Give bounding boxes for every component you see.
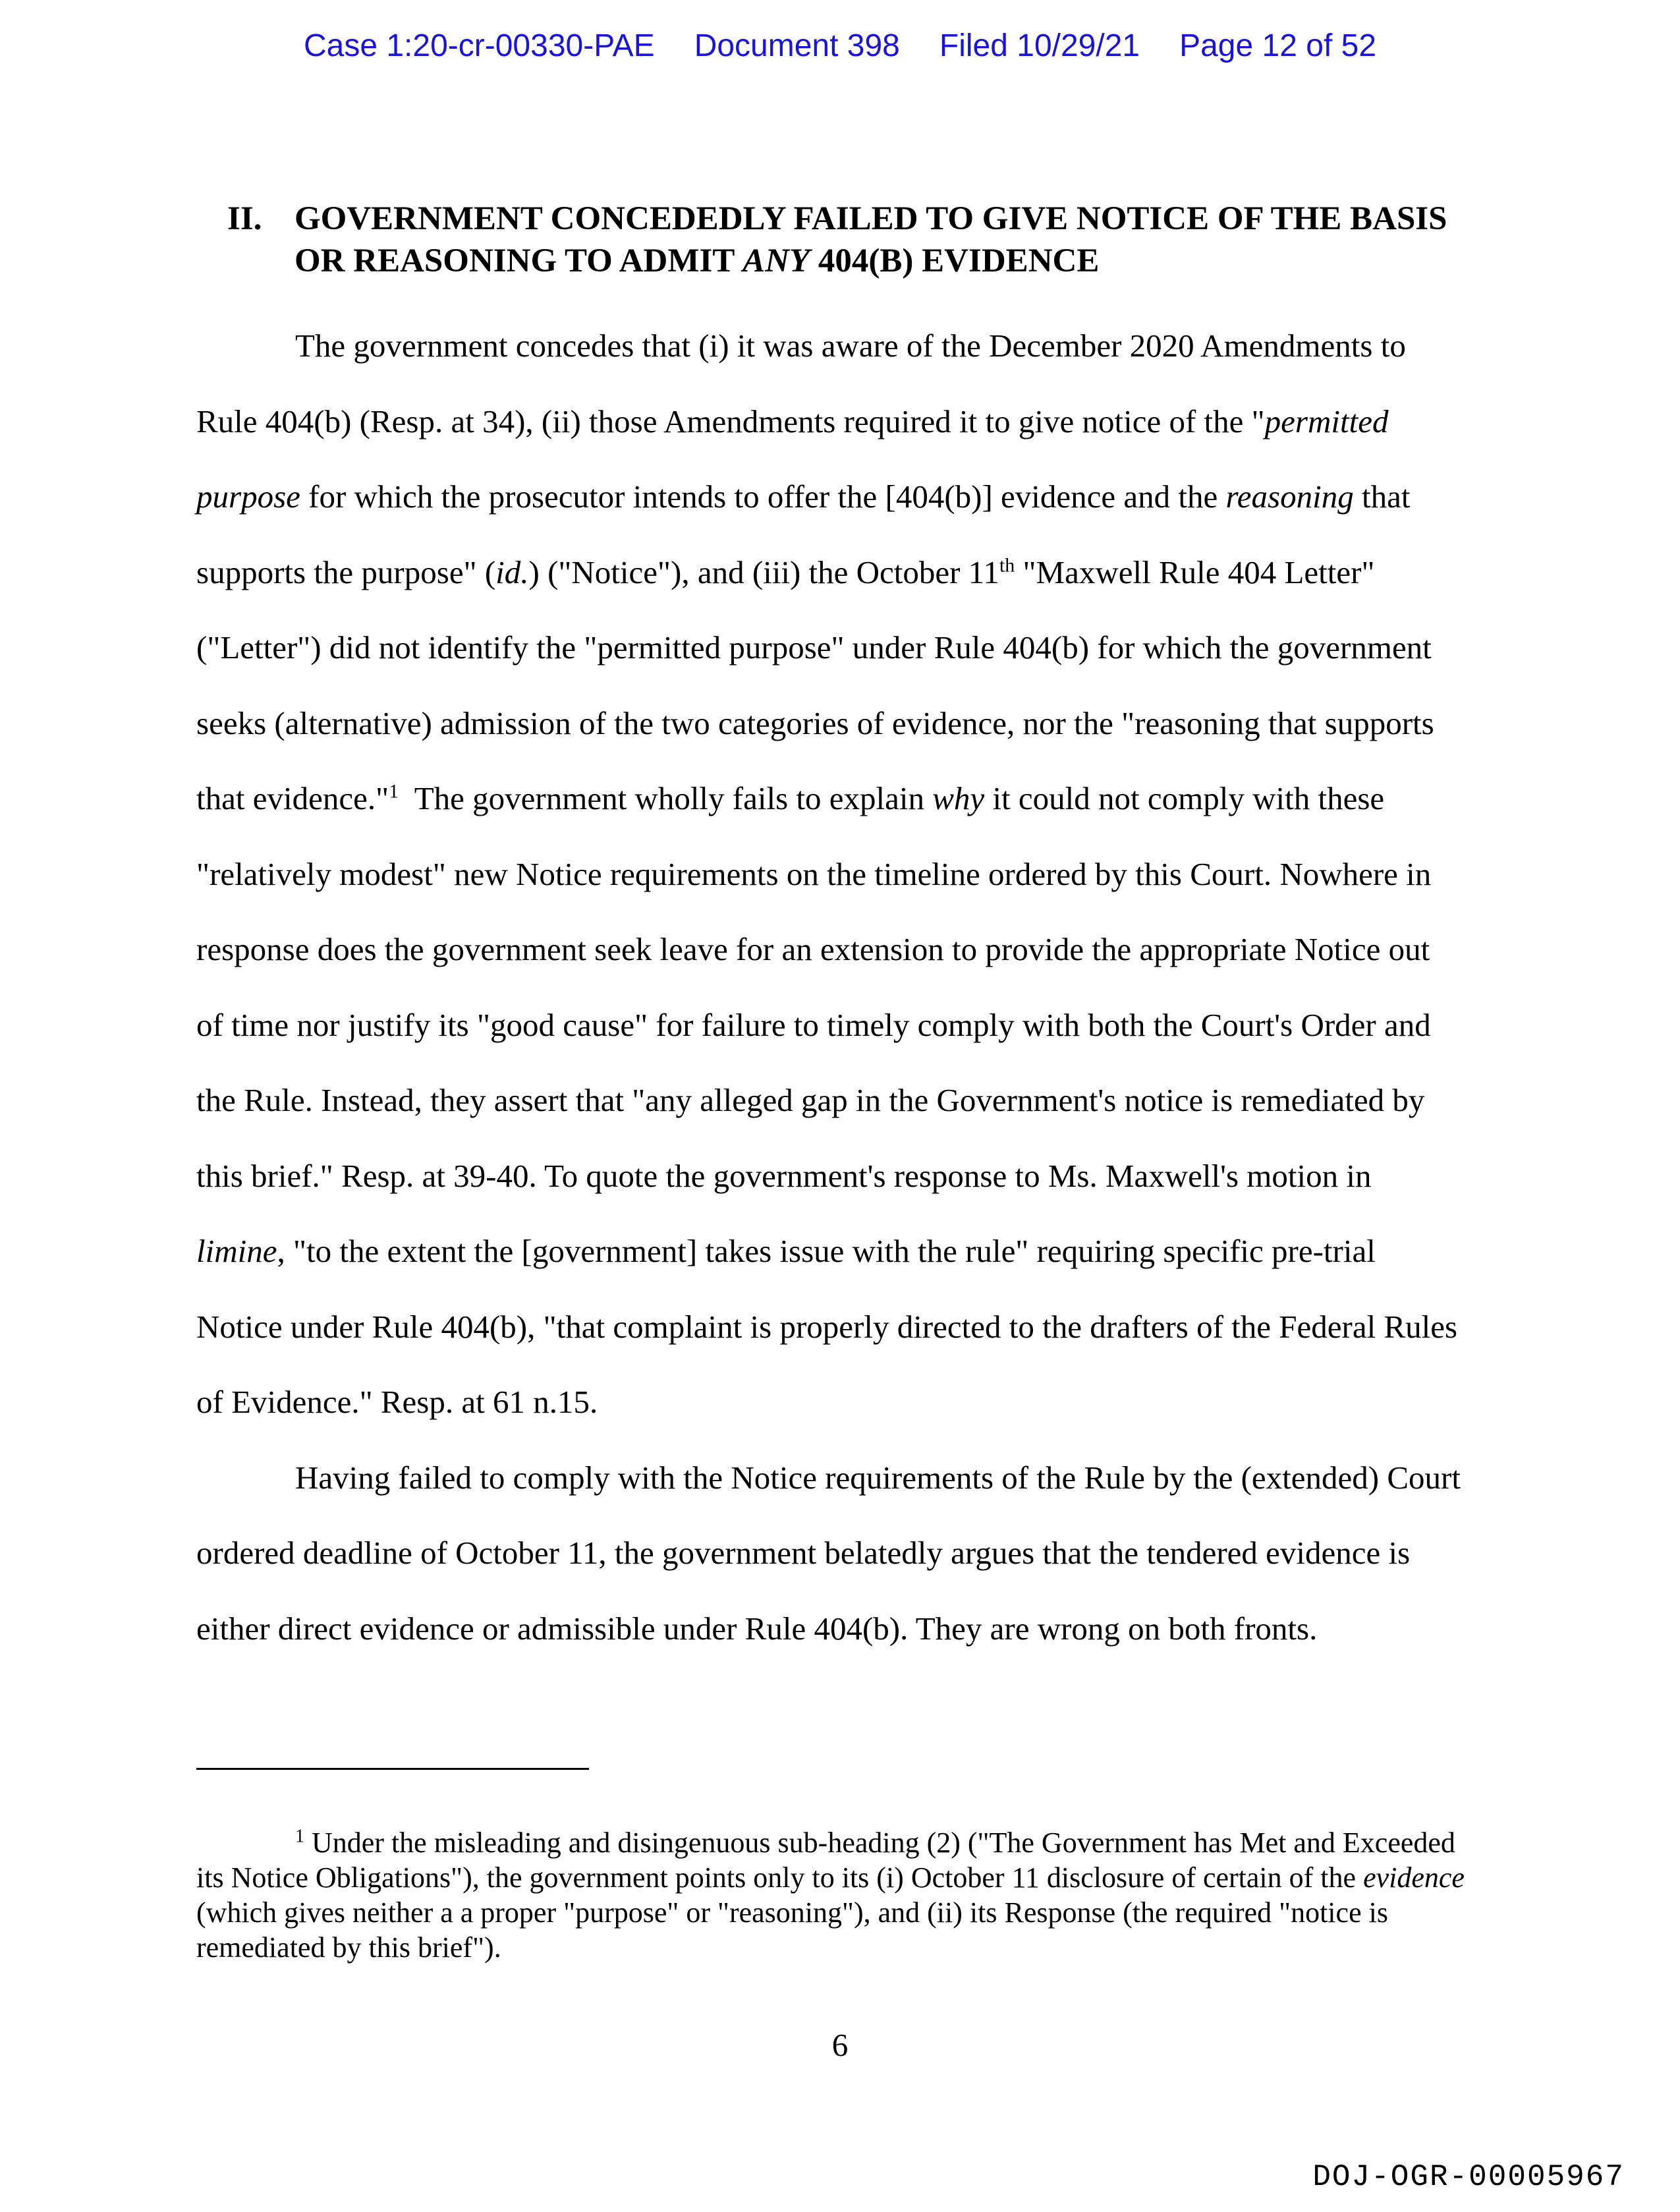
paragraph-2: Having failed to comply with the Notice requirements of the Rule by the (extended) Court ordered deadline of October 11, the government belatedly argues that the tendered evidence is either direct evidence or admissible under Rule 404(b). They are wrong on both fronts. — [196, 1459, 1461, 1647]
section-title-part: GOVERNMENT CONCEDEDLY FAILED TO GIVE NOTICE OF THE BASIS OR REASONING TO ADMIT — [294, 200, 1447, 279]
page-indicator: Page 12 of 52 — [1179, 28, 1377, 63]
italic-run: why — [932, 780, 985, 816]
footnote-separator — [196, 1768, 589, 1770]
text-run: for which the prosecutor intends to offer the [404(b)] evidence and the — [300, 478, 1226, 515]
text-run: ) ("Notice"), and (iii) the October 11 — [528, 553, 999, 590]
filed-date: Filed 10/29/21 — [939, 28, 1140, 63]
ordinal-suffix: th — [999, 554, 1015, 577]
footnote-reference[interactable]: 1 — [389, 780, 399, 803]
footnote-1 — [196, 1825, 1465, 1965]
text-run: The government wholly fails to explain — [399, 780, 933, 816]
section-number: II. — [227, 200, 262, 237]
case-number: Case 1:20-cr-00330-PAE — [303, 28, 655, 63]
italic-run: limine — [196, 1233, 277, 1269]
text-run: that supports the purpose" ( — [196, 478, 1411, 590]
text-run: it could not comply with these "relatively modest" new Notice requirements on the timeline ordered by this Court. Nowhere in response does the government seek leave for an extension to provide the appropriate Notice out of time nor justify its "good cause" for failure to timely comply with both the Court's Order and the Rule. Instead, they assert that "any alleged gap in the Government's notice is remediated by this brief." Resp. at 39-40. To quote the government's response to Ms. Maxwell's motion in — [196, 780, 1432, 1194]
page-number: 6 — [831, 2027, 849, 2063]
section-title-emphasis: ANY — [742, 242, 810, 279]
footnote-marker: 1 — [295, 1826, 304, 1847]
text-run: , "to the extent the [government] takes issue with the rule" requiring specific pre-trial Notice under Rule 404(b), "that complaint is properly directed to the drafters of the Federal Rules of Evidence." Resp. at 61 n.15. — [196, 1233, 1458, 1420]
section-heading — [227, 198, 1479, 282]
text-run: Under the misleading and disingenuous sub-heading (2) ("The Government has Met and Exceeded its Notice Obligations"), the government points only to its (i) October 11 disclosure of certain of the — [196, 1827, 1455, 1894]
italic-run: evidence — [1363, 1861, 1465, 1894]
document-number: Document 398 — [694, 28, 900, 63]
section-title — [294, 198, 1479, 282]
bates-stamp: DOJ-OGR-00005967 — [1312, 2160, 1625, 2194]
italic-run: reasoning — [1225, 478, 1354, 515]
body-text — [196, 308, 1465, 1666]
text-run: (which gives neither a a proper "purpose" or "reasoning"), and (ii) its Response (the required "notice is remediated by this brief"). — [196, 1896, 1388, 1964]
paragraph-1 — [196, 308, 1465, 1440]
italic-run: permitted purpose — [196, 403, 1389, 515]
italic-run: id. — [495, 553, 529, 590]
section-title-part: 404(B) EVIDENCE — [810, 242, 1100, 279]
text-run: The government concedes that (i) it was aware of the December 2020 Amendments to Rule 404(b) (Resp. at 34), (ii) those Amendments required it to give notice of the " — [196, 327, 1406, 440]
ecf-header — [0, 28, 1680, 64]
text-run: "Maxwell Rule 404 Letter" ("Letter") did not identify the "permitted purpose" under Rule 404(b) for which the government seeks (alternative) admission of the two categories of evidence, nor the "reasoning that supports that evidence." — [196, 553, 1434, 816]
